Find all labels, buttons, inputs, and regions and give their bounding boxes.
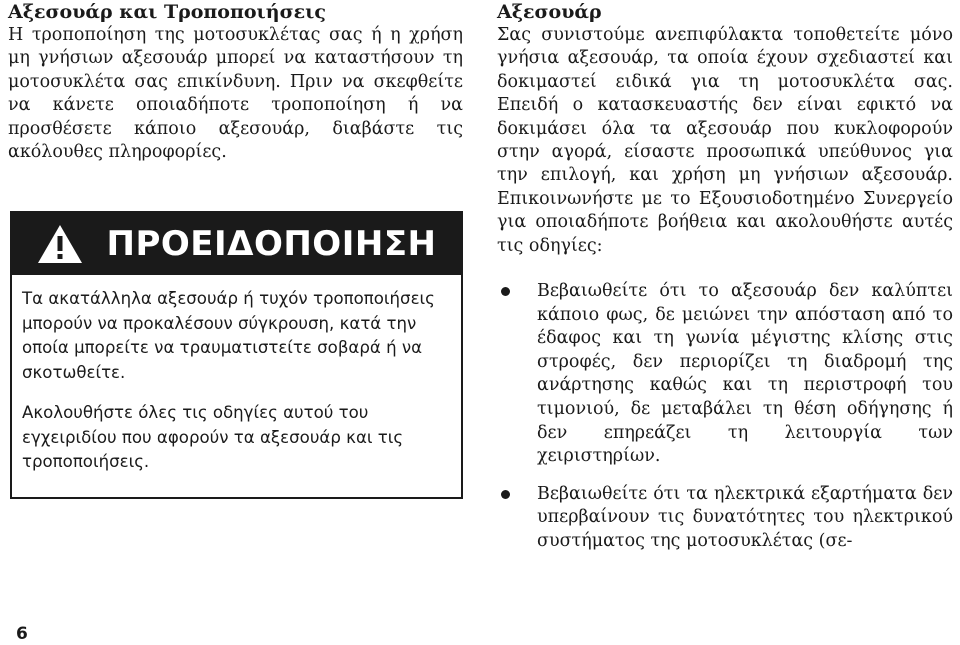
left-column [8, 0, 463, 164]
intro-paragraph: Η τροποποίηση της μοτοσυκλέτας σας ή η χρήση μη γνήσιων αξεσουάρ μπορεί να καταστήσουν τη μοτοσυκλέτα σας επικίνδυνη. Πριν να σκεφθείτε να κάνετε οποιαδήποτε τροποποίηση ή να προσθέσετε κάποιο αξεσουάρ, διαβάστε τις ακόλουθες πληροφορίες. [8, 25, 463, 163]
section-heading-accessories-modifications: Αξεσουάρ και Τροποποιήσεις [8, 1, 326, 23]
warning-text-2: Ακολουθήστε όλες τις οδηγίες αυτού του εγχειριδίου που αφορούν τα αξεσουάρ και τις τροποποιήσεις. [22, 403, 404, 471]
bullet-icon [501, 490, 510, 499]
warning-header [12, 213, 461, 275]
list-item [497, 483, 953, 554]
warning-triangle-icon [36, 223, 84, 265]
page-number: 6 [16, 624, 28, 644]
list-item-text: Βεβαιωθείτε ότι το αξεσουάρ δεν καλύπτει κάποιο φως, δε μειώνει την απόσταση από το έδαφος και τη γωνία μέγιστης κλίσης στις στροφές, δεν περιορίζει τη διαδρομή της ανάρτησης καθώς και τη περιστροφή του τιμονιού, δε μεταβάλει τη θέση οδήγησης ή δεν επηρεάζει τη λειτουργία των χειριστηρίων. [537, 281, 953, 467]
right-column [497, 0, 953, 568]
warning-title: ΠΡΟΕΙΔΟΠΟΙΗΣΗ [106, 224, 437, 264]
guidelines-list [497, 280, 953, 554]
warning-body [12, 275, 461, 475]
warning-text-1: Τα ακατάλληλα αξεσουάρ ή τυχόν τροποποιήσεις μπορούν να προκαλέσουν σύγκρουση, κατά την οποία μπορείτε να τραυματιστείτε σοβαρά ή να σκοτωθείτε. [22, 289, 435, 382]
accessories-paragraph: Σας συνιστούμε ανεπιφύλακτα τοποθετείτε μόνο γνήσια αξεσουάρ, τα οποία έχουν σχεδιαστεί και δοκιμαστεί ειδικά για τη μοτοσυκλέτα σας. Επειδή ο κατασκευαστής δεν είναι εφικτό να δοκιμάσει όλα τα αξεσουάρ που κυκλοφορούν στην αγορά, είσαστε προσωπικά υπεύθυνος για την επιλογή, και χρήση μη γνήσιων αξεσουάρ. Επικοινωνήστε με το Εξουσιοδοτημένο Συνεργείο για οποιαδήποτε βοήθεια και ακολουθήστε αυτές τις οδηγίες: [497, 25, 953, 256]
section-heading-accessories: Αξεσουάρ [497, 1, 602, 23]
warning-box [10, 211, 463, 499]
list-item [497, 280, 953, 469]
list-item-text: Βεβαιωθείτε ότι τα ηλεκτρικά εξαρτήματα δεν υπερβαίνουν τις δυνατότητες του ηλεκτρικού συστήματος της μοτοσυκλέτας (σε- [537, 483, 953, 551]
bullet-icon [501, 287, 510, 296]
